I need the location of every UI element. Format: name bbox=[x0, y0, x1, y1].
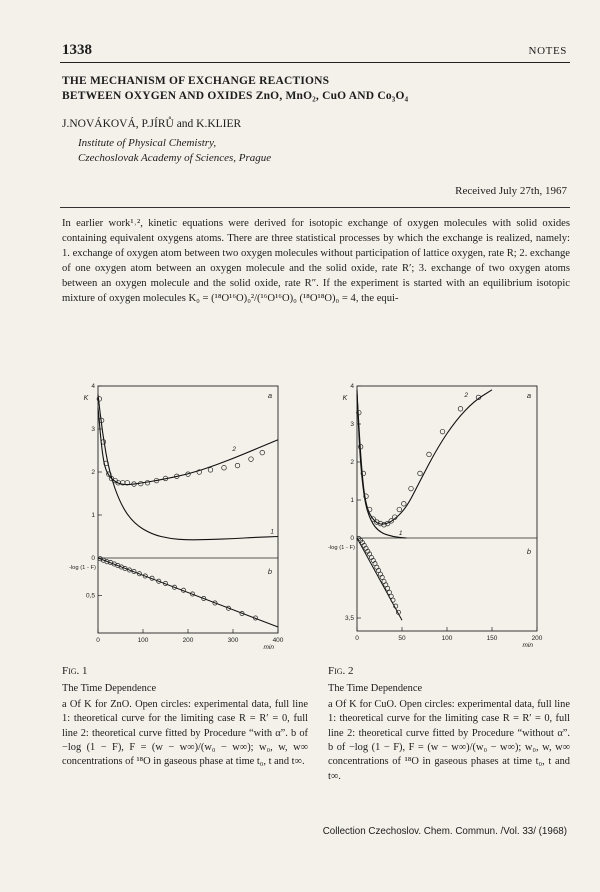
y-tick-label: 2 bbox=[91, 469, 95, 476]
y-tick-label: 4 bbox=[350, 383, 354, 390]
x-tick-label: 150 bbox=[486, 635, 498, 642]
x-tick-label: 300 bbox=[227, 637, 239, 644]
y-tick-label: 0 bbox=[350, 535, 354, 542]
panel-label-b: b bbox=[526, 547, 532, 556]
affiliation-line-2: Czechoslovak Academy of Sciences, Prague bbox=[78, 152, 272, 164]
y-tick-label: 3 bbox=[91, 426, 95, 433]
figure-2 bbox=[327, 378, 555, 653]
y-tick-label: 3,5 bbox=[344, 615, 354, 622]
axis-label-log: -log (1 - F) bbox=[327, 545, 355, 551]
curve-1 bbox=[98, 395, 278, 540]
figure-2-number: Fig. 2 bbox=[328, 665, 354, 677]
affiliation bbox=[78, 136, 271, 166]
axis-label-k: K bbox=[83, 395, 89, 402]
curve-2 bbox=[357, 390, 492, 524]
figure-2-plot bbox=[327, 378, 555, 653]
y-tick-label: 1 bbox=[91, 512, 95, 519]
body-paragraph: In earlier work¹˒², kinetic equations were derived for isotopic exchange of oxygen molecules with solid oxides containing equivalent oxygens atoms. There are three statistical processes by which the exchange is realized, namely: 1. exchange of oxygen atom between two oxygen molecules without participation of lattice oxygen, rate R; 2. exchange of one oxygen atom between an oxygen molecule and the solid oxide, rate R′; 3. exchange of two oxygen atoms between an oxygen molecule and the solid oxide, rate R″. If the experiment is started with an equilibrium isotopic mixture of oxygen molecules K₀ = (¹⁸O¹⁶O)₀²/(¹⁶O¹⁶O)₀ (¹⁸O¹⁸O)₀ = 4, the equi- bbox=[62, 218, 570, 305]
separator-rule bbox=[60, 207, 570, 208]
panel-label-a: a bbox=[267, 391, 273, 400]
data-point-b bbox=[386, 586, 390, 590]
x-tick-label: 0 bbox=[355, 635, 359, 642]
panel-label-a: a bbox=[526, 391, 532, 400]
section-name: NOTES bbox=[528, 45, 567, 57]
curve-2 bbox=[98, 408, 278, 485]
data-point-a bbox=[418, 471, 423, 476]
x-tick-label: 100 bbox=[441, 635, 453, 642]
curve-1 bbox=[357, 390, 407, 538]
data-point-a bbox=[440, 429, 445, 434]
curve-1-label: 1 bbox=[398, 530, 403, 537]
data-point-a bbox=[235, 463, 240, 468]
curve-1-label: 1 bbox=[270, 528, 274, 536]
data-point-a bbox=[402, 502, 407, 507]
curve-2-label: 2 bbox=[464, 392, 468, 400]
y-tick-label: 0 bbox=[91, 555, 95, 562]
fit-line-b bbox=[98, 558, 278, 627]
figure-1-title: The Time Dependence bbox=[62, 683, 157, 695]
header-rule bbox=[60, 62, 570, 63]
axis-label-log: -log (1 - F) bbox=[68, 565, 96, 571]
x-tick-label: 200 bbox=[531, 635, 543, 642]
figure-2-title: The Time Dependence bbox=[328, 683, 423, 695]
data-point-a bbox=[222, 465, 227, 470]
figure-1 bbox=[66, 378, 296, 653]
axis-label-min: min bbox=[522, 642, 533, 649]
page-number: 1338 bbox=[62, 42, 92, 58]
figure-1-number: Fig. 1 bbox=[62, 665, 88, 677]
plot-frame bbox=[357, 386, 537, 631]
x-tick-label: 200 bbox=[182, 637, 194, 644]
data-point-a bbox=[208, 468, 213, 473]
y-tick-label: 2 bbox=[350, 459, 354, 466]
body-text bbox=[62, 216, 570, 307]
figure-1-plot bbox=[66, 378, 296, 653]
data-point-a bbox=[249, 457, 254, 462]
data-point-a bbox=[409, 486, 414, 491]
received-date: Received July 27th, 1967 bbox=[455, 185, 567, 197]
panel-label-b: b bbox=[267, 567, 273, 576]
figure-1-caption-text: a Of K for ZnO. Open circles: experimental data, full line 1: theoretical curve for the limiting case R = R′ = 0, full line 2: theoretical curve fitted by Procedure “with α”. b of −log (1 − F), F = (w − w∞)/(w₀ − w∞); w₀, w, w∞ concentrations of ¹⁸O in gaseous phase at time t₀, t and t∞. bbox=[62, 698, 308, 768]
x-tick-label: 100 bbox=[137, 637, 149, 644]
data-point-b bbox=[380, 575, 384, 579]
y-tick-label: 0,5 bbox=[85, 592, 95, 600]
y-tick-label: 1 bbox=[350, 497, 354, 504]
journal-footer: Collection Czechoslov. Chem. Commun. /Vol. 33/ (1968) bbox=[322, 826, 567, 837]
title-line-1: THE MECHANISM OF EXCHANGE REACTIONS bbox=[62, 75, 330, 87]
curve-2-label: 2 bbox=[232, 445, 236, 453]
axis-label-k: K bbox=[342, 395, 348, 402]
x-tick-label: 50 bbox=[398, 635, 406, 642]
data-point-a bbox=[458, 407, 463, 412]
x-tick-label: 0 bbox=[96, 637, 100, 644]
y-tick-label: 4 bbox=[91, 383, 95, 390]
data-point-a bbox=[397, 507, 402, 512]
affiliation-line-1: Institute of Physical Chemistry, bbox=[78, 137, 217, 149]
data-point-a bbox=[260, 450, 265, 455]
y-tick-label: 3 bbox=[350, 421, 354, 428]
figure-2-caption-text: a Of K for CuO. Open circles: experimental data, full line 1: theoretical curve for the limiting case R = R′ = 0, full line 2: theoretical curve fitted by Procedure “without α”. b of −log (1 − F), F = (w − w∞)/(w₀ − w∞); w₀, w, w∞ concentrations of ¹⁸O in gaseous phases at time t₀, t and t∞. bbox=[328, 698, 570, 782]
axis-label-min: min bbox=[263, 644, 274, 651]
data-point-a bbox=[427, 452, 432, 457]
figure-1-caption bbox=[62, 664, 308, 770]
figure-2-caption bbox=[328, 664, 570, 784]
title-line-2: BETWEEN OXYGEN AND OXIDES ZnO, MnO₂, CuO AND Co₃O₄ bbox=[62, 90, 409, 102]
article-title bbox=[62, 74, 562, 104]
authors: J.NOVÁKOVÁ, P.JÍRŮ and K.KLIER bbox=[62, 118, 242, 130]
x-tick-label: 400 bbox=[272, 637, 284, 644]
